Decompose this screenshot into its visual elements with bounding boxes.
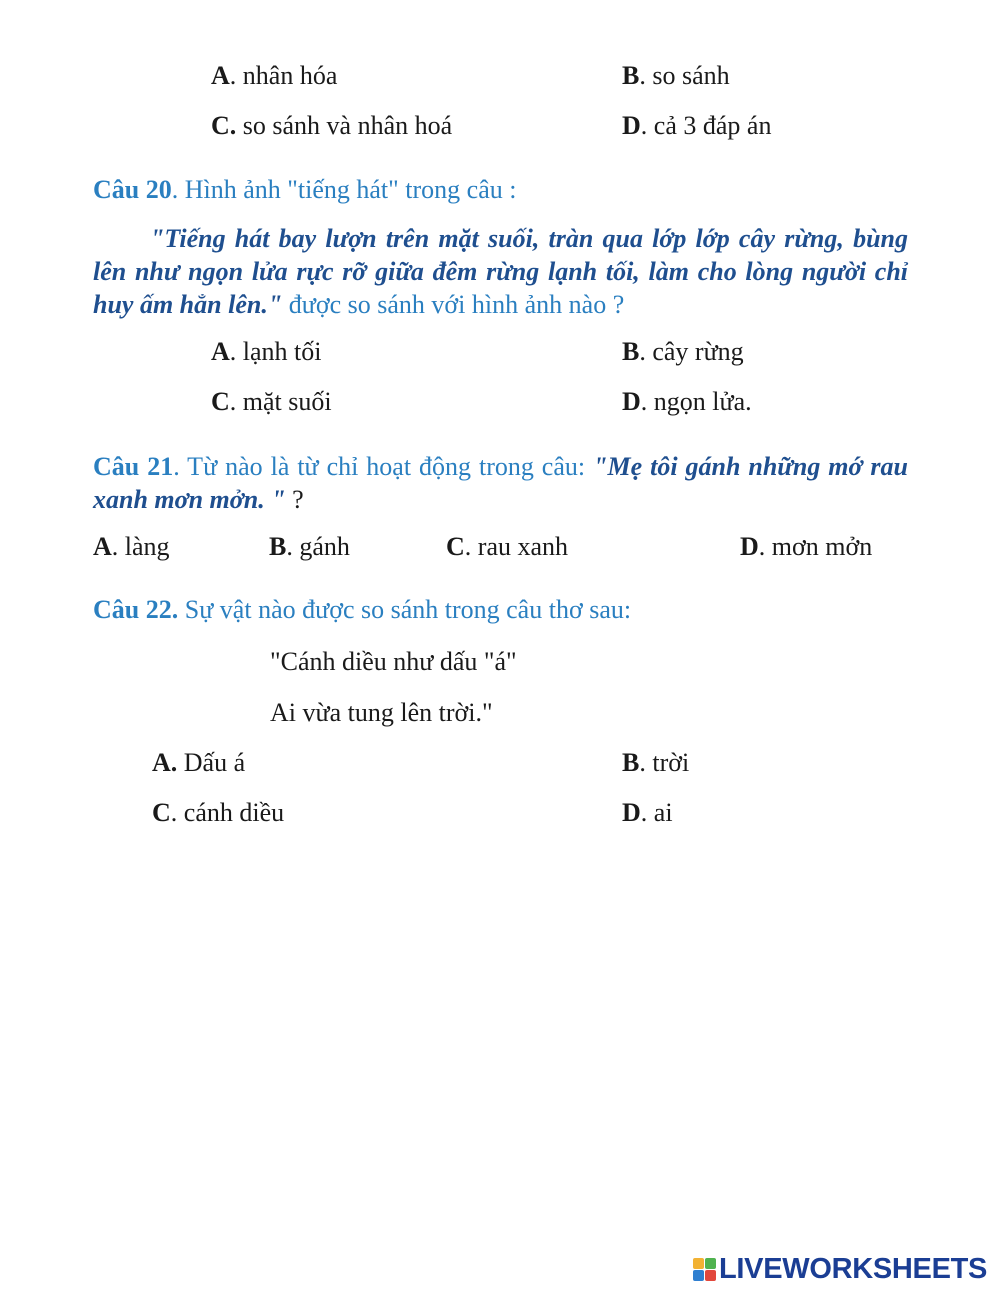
- option-label: D: [622, 387, 641, 416]
- liveworksheets-mark-icon: [693, 1258, 716, 1281]
- q22-option-b[interactable]: [622, 747, 689, 779]
- option-text: . mặt suối: [229, 387, 332, 416]
- quoted-sentence: "Tiếng hát bay lượn trên mặt suối, tràn qua lớp lớp cây rừng, bùng lên như ngọn lửa rực rỡ giữa đêm rừng lạnh tối, làm cho lòng người chỉ huy ấm hẳn lên.": [93, 224, 908, 319]
- option-text: . cánh diều: [170, 798, 285, 827]
- option-label: D: [740, 532, 759, 561]
- question-number: Câu 21: [93, 452, 174, 481]
- q21-option-b[interactable]: [269, 531, 350, 563]
- option-label: A.: [152, 748, 178, 777]
- q20-quote-paragraph: [93, 222, 908, 321]
- option-label: B: [622, 61, 640, 90]
- question-prompt: . Từ nào là từ chỉ hoạt động trong câu:: [173, 452, 594, 481]
- option-text: . ngọn lửa.: [640, 387, 752, 416]
- q19-option-a[interactable]: [211, 60, 337, 92]
- option-text: . mơn mởn: [758, 532, 873, 561]
- option-text: so sánh và nhân hoá: [236, 111, 453, 140]
- poem-line-2: Ai vừa tung lên trời.": [270, 698, 493, 727]
- option-label: A: [93, 532, 112, 561]
- option-label: D: [622, 111, 641, 140]
- q22-heading: [93, 594, 631, 626]
- option-label: C: [152, 798, 171, 827]
- q21-option-d[interactable]: [740, 531, 872, 563]
- q20-option-c[interactable]: [211, 386, 332, 418]
- option-label: C: [211, 387, 230, 416]
- option-text: . cả 3 đáp án: [640, 111, 772, 140]
- q20-heading: [93, 174, 516, 206]
- option-label: A: [211, 337, 230, 366]
- option-text: . cây rừng: [639, 337, 744, 366]
- option-label: B: [269, 532, 287, 561]
- option-text: . trời: [639, 748, 690, 777]
- option-text: . ai: [640, 798, 673, 827]
- q20-option-a[interactable]: [211, 336, 322, 368]
- question-number: Câu 22.: [93, 595, 179, 624]
- option-text: . làng: [111, 532, 170, 561]
- q21-heading: [93, 450, 908, 516]
- question-number: Câu 20: [93, 175, 172, 204]
- option-text: . gánh: [286, 532, 350, 561]
- q20-option-d[interactable]: [622, 386, 752, 418]
- q19-option-d[interactable]: [622, 110, 771, 142]
- option-label: C.: [211, 111, 237, 140]
- q19-option-c[interactable]: [211, 110, 452, 142]
- question-tail: được so sánh với hình ảnh nào ?: [282, 290, 625, 319]
- brand-name: LIVEWORKSHEETS: [719, 1252, 988, 1285]
- question-tail: ?: [285, 485, 304, 514]
- q19-option-b[interactable]: [622, 60, 730, 92]
- q22-option-a[interactable]: [152, 747, 245, 779]
- option-text: . rau xanh: [464, 532, 569, 561]
- q22-option-d[interactable]: [622, 797, 673, 829]
- option-text: . so sánh: [639, 61, 730, 90]
- question-prompt: . Hình ảnh "tiếng hát" trong câu :: [171, 175, 517, 204]
- option-label: C: [446, 532, 465, 561]
- quoted-sentence: "Mẹ tôi gánh những mớ rau xanh mơn mởn. ": [93, 452, 908, 514]
- liveworksheets-logo: [693, 1253, 987, 1285]
- option-label: A: [211, 61, 230, 90]
- poem-line-1: "Cánh diều như dấu "á": [270, 647, 517, 676]
- q20-option-b[interactable]: [622, 336, 744, 368]
- q21-option-a[interactable]: [93, 531, 170, 563]
- question-prompt: Sự vật nào được so sánh trong câu thơ sau:: [178, 595, 632, 624]
- option-label: D: [622, 798, 641, 827]
- option-text: . lạnh tối: [229, 337, 322, 366]
- q22-option-c[interactable]: [152, 797, 284, 829]
- q21-option-c[interactable]: [446, 531, 568, 563]
- option-label: B: [622, 337, 640, 366]
- option-text: Dấu á: [177, 748, 246, 777]
- option-text: . nhân hóa: [229, 61, 338, 90]
- option-label: B: [622, 748, 640, 777]
